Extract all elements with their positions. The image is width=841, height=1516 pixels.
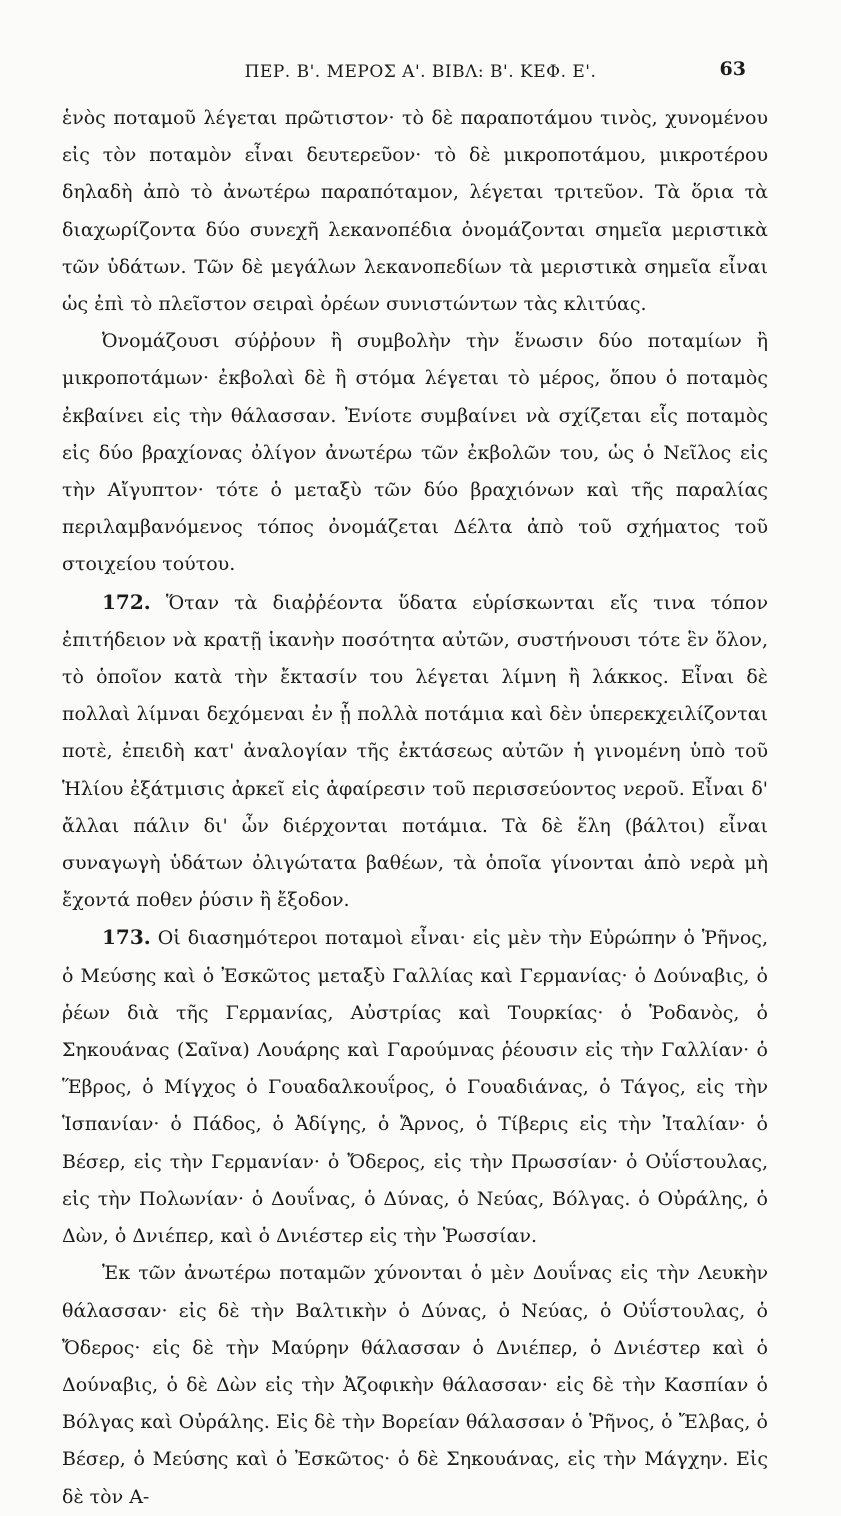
body-text <box>62 100 768 1516</box>
paragraph-river-mouths: Ἐκ τῶν ἀνωτέρω ποταμῶν χύνονται ὁ μὲν Δουΐνας εἰς τὴν Λευκὴν θάλασσαν· εἰς δὲ τὴν Βαλτικὴν ὁ Δύνας, ὁ Νεύας, ὁ Οὐΐστουλας, ὁ Ὄδερος· εἰς δὲ τὴν Μαύρην θάλασσαν ὁ Δνιέπερ, ὁ Δνιέστερ καὶ ὁ Δούναβις, ὁ δὲ Δὼν εἰς τὴν Ἀζοφικὴν θάλασσαν· εἰς δὲ τὴν Κασπίαν ὁ Βόλγας καὶ Οὐράλης. Εἰς δὲ τὴν Βορείαν θάλασσαν ὁ Ῥῆνος, ὁ Ἔλβας, ὁ Βέσερ, ὁ Μεύσης καὶ ὁ Ἐσκῶτος· ὁ δὲ Σηκουάνας, εἰς τὴν Μάγχην. Εἰς δὲ τὸν Α- <box>62 1262 768 1508</box>
section-text: Οἱ διασημότεροι ποταμοὶ εἶναι· εἰς μὲν τὴν Εὐρώπην ὁ Ῥῆνος, ὁ Μεύσης καὶ ὁ Ἐσκῶτος μεταξὺ Γαλλίας καὶ Γερμανίας· ὁ Δούναβις, ὁ ῥέων διὰ τῆς Γερμανίας, Αὐστρίας καὶ Τουρκίας· ὁ Ῥοδανὸς, ὁ Σηκουάνας (Σαῖνα) Λουάρης καὶ Γαρούμνας ῥέουσιν εἰς τὴν Γαλλίαν· ὁ Ἕβρος, ὁ Μίγχος ὁ Γουαδαλκουΐρος, ὁ Γουαδιάνας, ὁ Τάγος, εἰς τὴν Ἱσπανίαν· ὁ Πάδος, ὁ Ἀδίγης, ὁ Ἄρνος, ὁ Τίβερις εἰς τὴν Ἰταλίαν· ὁ Βέσερ, εἰς τὴν Γερμανίαν· ὁ Ὄδερος, εἰς τὴν Πρωσσίαν· ὁ Οὐΐστουλας, εἰς τὴν Πολωνίαν· ὁ Δουΐνας, ὁ Δύνας, ὁ Νεύας, Βόλγας. ὁ Οὐράλης, ὁ Δὼν, ὁ Δνιέπερ, καὶ ὁ Δνιέστερ εἰς τὴν Ῥωσσίαν. <box>62 927 768 1248</box>
section-text: Ὅταν τὰ διαῤῥέοντα ὕδατα εὑρίσκωνται εἴς τινα τόπον ἐπιτήδειον νὰ κρατῇ ἱκανὴν ποσότητα αὐτῶν, συστήνουσι τότε ἓν ὅλον, τὸ ὁποῖον κατὰ τὴν ἔκτασίν του λέγεται λίμνη ἢ λάκκος. Εἶναι δὲ πολλαὶ λίμναι δεχόμεναι ἐν ᾗ πολλὰ ποτάμια καὶ δὲν ὑπερεκχειλίζονται ποτὲ, ἐπειδὴ κατ' ἀναλογίαν τῆς ἐκτάσεως αὐτῶν ἡ γινομένη ὑπὸ τοῦ Ἡλίου ἐξάτμισις ἀρκεῖ εἰς ἀφαίρεσιν τοῦ περισσεύοντος νεροῦ. Εἶναι δ' ἄλλαι πάλιν δι' ὧν διέρχονται ποτάμια. Τὰ δὲ ἕλη (βάλτοι) εἶναι συναγωγὴ ὑδάτων ὀλιγώτατα βαθέων, τὰ ὁποῖα γίνονται ἀπὸ νερὰ μὴ ἔχοντά ποθεν ῥύσιν ἢ ἔξοδον. <box>62 591 768 912</box>
paragraph-confluence: Ὀνομάζουσι σύῤῥουν ἢ συμβολὴν τὴν ἕνωσιν δύο ποταμίων ἢ μικροποτάμων· ἐκβολαὶ δὲ ἢ στόμα λέγεται τὸ μέρος, ὅπου ὁ ποταμὸς ἐκβαίνει εἰς τὴν θάλασσαν. Ἐνίοτε συμβαίνει νὰ σχίζεται εἷς ποταμὸς εἰς δύο βραχίονας ὀλίγον ἀνωτέρω τῶν ἐκβολῶν του, ὡς ὁ Νεῖλος εἰς τὴν Αἴγυπτον· τότε ὁ μεταξὺ τῶν δύο βραχιόνων καὶ τῆς παραλίας περιλαμβανόμενος τόπος ὀνομάζεται Δέλτα ἀπὸ τοῦ σχήματος τοῦ στοιχείου τούτου. <box>62 330 768 576</box>
section-173 <box>62 919 768 1255</box>
page-number: 63 <box>719 58 746 80</box>
running-title: ΠΕΡ. Β'. ΜΕΡΟΣ Α'. ΒΙΒΛ: Β'. ΚΕΦ. Ε'. <box>244 62 597 82</box>
paragraph-continuation: ἑνὸς ποταμοῦ λέγεται πρῶτιστον· τὸ δὲ παραποτάμου τινὸς, χυνομένου εἰς τὸν ποταμὸν εἶναι δευτερεῦον· τὸ δὲ μικροποτάμου, μικροτέρου δηλαδὴ ἀπὸ τὸ ἀνωτέρω παραπόταμον, λέγεται τριτεῦον. Τὰ ὅρια τὰ διαχωρίζοντα δύο συνεχῆ λεκανοπέδια ὀνομάζονται σημεῖα μεριστικὰ τῶν ὑδάτων. Τῶν δὲ μεγάλων λεκανοπεδίων τὰ μεριστικὰ σημεῖα εἶναι ὡς ἐπὶ τὸ πλεῖστον σειραὶ ὀρέων συνιστώντων τὰς κλιτύας. <box>62 107 768 316</box>
section-number: 173. <box>102 925 151 950</box>
section-number: 172. <box>102 589 151 614</box>
section-172 <box>62 584 768 920</box>
